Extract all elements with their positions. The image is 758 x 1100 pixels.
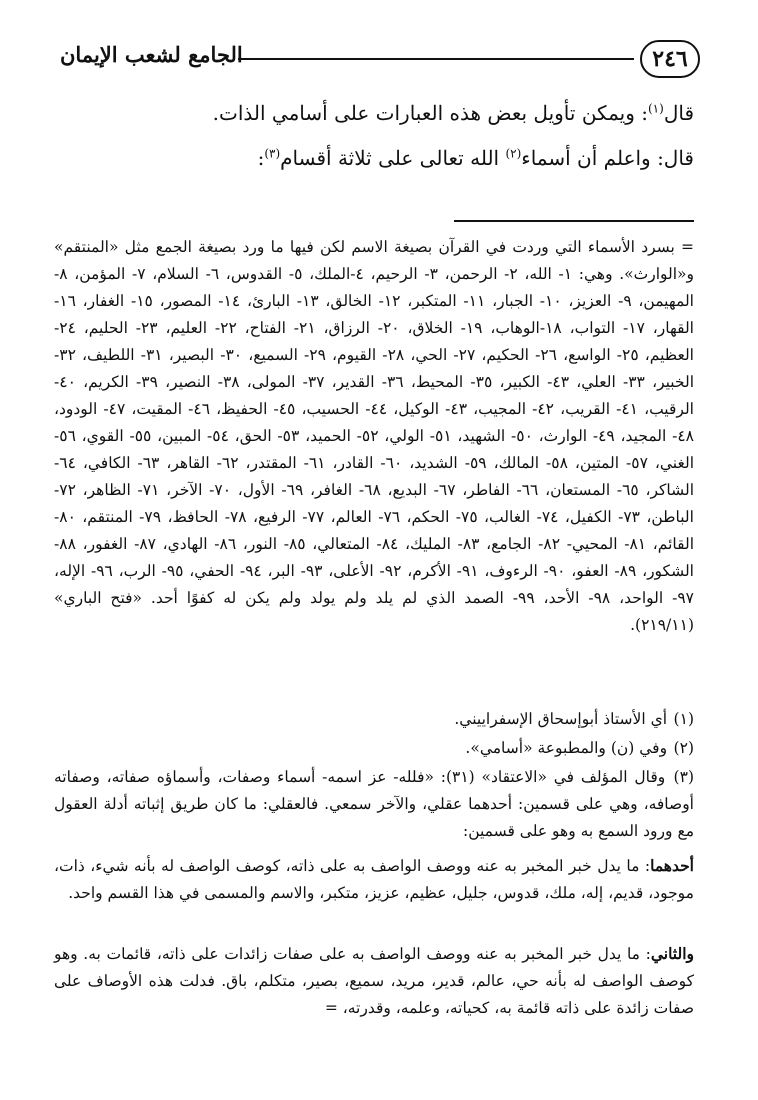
main-line-1-prefix: قال [663, 101, 694, 125]
footnote-3-p3-lead: والثاني [650, 944, 694, 963]
header-rule [238, 58, 634, 60]
footnote-1-text: أي الأستاذ أبوإسحاق الإسفراييني. [454, 710, 668, 728]
footnote-2 [54, 735, 694, 762]
footnote-separator [454, 220, 694, 222]
footnote-2-number: (٢) [673, 739, 694, 757]
page-number: ٢٤٦ [640, 40, 700, 78]
main-line-2-mid: الله تعالى على ثلاثة أقسام [280, 146, 506, 170]
footnote-3-paragraph-3 [54, 940, 694, 1024]
footnote-3-number: (٣) [673, 768, 694, 786]
page-header [60, 40, 700, 80]
footnote-3-p2-lead: أحدهما [650, 856, 694, 875]
book-title: الجامع لشعب الإيمان [60, 42, 243, 67]
footnote-2-text: وفي (ن) والمطبوعة «أسامي». [465, 739, 668, 757]
footnote-3-paragraph-2 [54, 852, 694, 936]
footnote-3-text: وقال المؤلف في «الاعتقاد» (٣١): «فلله- عز اسمه- أسماء وصفات، وأسماؤه صفاته، وصفاته أوصافه، وهي على قسمين: أحدهما عقلي، والآخر سمعي. فالعقلي: ما كان طريق إثباته أدلة العقول مع ورود السمع به وهو على قسمين: [54, 768, 694, 840]
main-line-1-rest: : ويمكن تأويل بعض هذه العبارات على أسامي الذات. [212, 101, 648, 125]
main-text-line-1 [213, 101, 694, 125]
footnote-3-p2-text: : ما يدل خبر المخبر به عنه ووصف الواصف به على ذاته، كوصف الواصف له بأنه شيء، ذات، موجود، قديم، إله، ملك، قدوس، جليل، عظيم، عزيز، متكبر، والاسم والمسمى في هذا القسم واحد. [54, 857, 694, 902]
footnote-1-number: (١) [673, 710, 694, 728]
footnote-marker-1: (١) [647, 101, 664, 116]
main-line-2-end: : [257, 146, 265, 170]
footnote-continuation: = بسرد الأسماء التي وردت في القرآن بصيغة الاسم لكن فيها ما ورد بصيغة الجمع مثل «المنتقم» و«الوارث». وهي: ١- الله، ٢- الرحمن، ٣- الرحيم، ٤-الملك، ٥- القدوس، ٦- السلام، ٧- المؤمن، ٨- المهيمن، ٩- العزيز، ١٠- الجبار، ١١- المتكبر، ١٢- الخالق، ١٣- البارئ، ١٤- المصور، ١٥- الغفار، ١٦- القهار، ١٧- التواب، ١٨-الوهاب، ١٩- الخلاق، ٢٠- الرزاق، ٢١- الفتاح، ٢٢- العليم، ٢٣- الحليم، ٢٤- العظيم، ٢٥- الواسع، ٢٦- الحكيم، ٢٧- الحي، ٢٨- القيوم، ٢٩- السميع، ٣٠- البصير، ٣١- اللطيف، ٣٢- الخبير، ٣٣- العلي، ٤٣- الكبير، ٣٥- المحيط، ٣٦- القدير، ٣٧- المولى، ٣٨- النصير، ٣٩- الكريم، ٤٠- الرقيب، ٤١- القريب، ٤٢- المجيب، ٤٣- الوكيل، ٤٤- الحسيب، ٤٥- الحفيظ، ٤٦- المقيت، ٤٧- الودود، ٤٨- المجيد، ٤٩- الوارث، ٥٠- الشهيد، ٥١- الولي، ٥٢- الحميد، ٥٣- الحق، ٥٤- المبين، ٥٥- القوي، ٥٦- الغني، ٥٧- المتين، ٥٨- المالك، ٥٩- الشديد، ٦٠- القادر، ٦١- المقتدر، ٦٢- القاهر، ٦٣- الكافي، ٦٤- الشاكر، ٦٥- المستعان، ٦٦- الفاطر، ٦٧- البديع، ٦٨- الغافر، ٦٩- الأول، ٧٠- الآخر، ٧١- الظاهر، ٧٢- الباطن، ٧٣- الكفيل، ٧٤- الغالب، ٧٥- الحكم، ٧٦- العالم، ٧٧- الرفيع، ٧٨- الحافظ، ٧٩- المنتقم، ٨٠- القائم، ٨١- المحيي- ٨٢- الجامع، ٨٣- المليك، ٨٤- المتعالي، ٨٥- النور، ٨٦- الهادي، ٨٧- الغفور، ٨٨- الشكور، ٨٩- العفو، ٩٠- الرءوف، ٩١- الأكرم، ٩٢- الأعلى، ٩٣- البر، ٩٤- الحفي، ٩٥- الرب، ٩٦- الإله، ٩٧- الواحد، ٩٨- الأحد، ٩٩- الصمد الذي لم يلد ولم يولد ولم يكن له كفوًا أحد. «فتح الباري» (٢١٩/١١). [54, 238, 695, 634]
main-text-line-2 [258, 146, 694, 170]
footnote-marker-2: (٢) [505, 146, 522, 161]
main-line-2-prefix: قال: واعلم أن أسماء [521, 146, 694, 170]
footnote-3 [54, 764, 694, 848]
footnote-marker-3: (٣) [264, 146, 281, 161]
footnote-3-p3-text: : ما يدل خبر المخبر به عنه ووصف الواصف به على صفات زائدات على ذاته، قائمات به. وهو كوصف الواصف له بأنه حي، عالم، قدير، مريد، سميع، بصير، متكلم، باق. فدلت هذه الأوصاف على صفات زائدة على ذاته قائمة به، كحياته، وعلمه، وقدرته، = [54, 945, 694, 1017]
footnote-1 [54, 706, 694, 733]
